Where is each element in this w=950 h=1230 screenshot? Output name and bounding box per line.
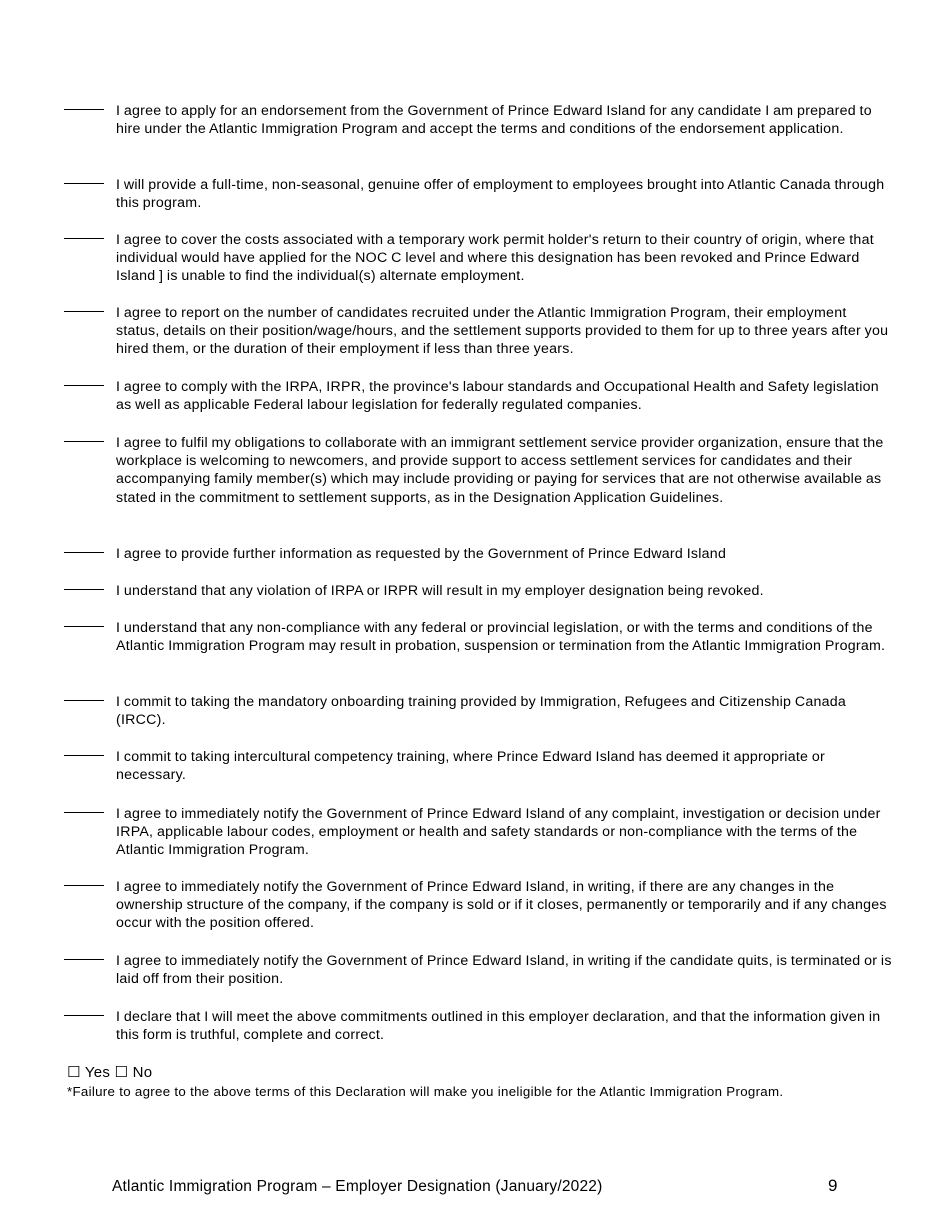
footer-title: Atlantic Immigration Program – Employer Designation (January/2022) [112, 1178, 603, 1195]
initial-line[interactable] [64, 238, 104, 239]
initial-line[interactable] [64, 441, 104, 442]
initial-line[interactable] [64, 812, 104, 813]
initial-line[interactable] [64, 959, 104, 960]
initial-line[interactable] [64, 755, 104, 756]
initial-line[interactable] [64, 700, 104, 701]
initial-line[interactable] [64, 1015, 104, 1016]
page-number: 9 [828, 1176, 838, 1195]
initial-line[interactable] [64, 183, 104, 184]
initial-line[interactable] [64, 885, 104, 886]
declaration-text: I understand that any violation of IRPA or IRPR will result in my employer designation being revoked. [116, 583, 764, 599]
initial-line[interactable] [64, 109, 104, 110]
yes-checkbox[interactable]: ☐ Yes [67, 1064, 111, 1081]
declaration-text: I agree to provide further information as requested by the Government of Prince Edward Island [116, 546, 727, 562]
declaration-text: I agree to immediately notify the Government of Prince Edward Island of any complaint, investigation or decision under IRPA, applicable labour codes, employment or health and safety standards or non-compliance with the terms of the Atlantic Immigration Program. [116, 806, 881, 859]
declaration-text: I agree to immediately notify the Government of Prince Edward Island, in writing if the candidate quits, is terminated or is laid off from their position. [116, 953, 892, 988]
declaration-text: I will provide a full-time, non-seasonal, genuine offer of employment to employees brought into Atlantic Canada through this program. [116, 177, 885, 212]
declaration-text: I agree to comply with the IRPA, IRPR, the province's labour standards and Occupational Health and Safety legislation as well as applicable Federal labour legislation for federally regulated companies. [116, 379, 879, 414]
declaration-text: I agree to report on the number of candidates recruited under the Atlantic Immigration Program, their employment status, details on their position/wage/hours, and the settlement supports provided to them for up to three years after you hired them, or the duration of their employment if less than three years. [116, 305, 889, 358]
declaration-text: I declare that I will meet the above commitments outlined in this employer declaration, and that the information given in this form is truthful, complete and correct. [116, 1009, 881, 1044]
initial-line[interactable] [64, 311, 104, 312]
declaration-text: I agree to immediately notify the Government of Prince Edward Island, in writing, if there are any changes in the ownership structure of the company, if the company is sold or if it closes, permanently or temporarily and if any changes occur with the position offered. [116, 879, 887, 932]
initial-line[interactable] [64, 589, 104, 590]
declaration-text: I agree to cover the costs associated with a temporary work permit holder's return to their country of origin, where that individual would have applied for the NOC C level and where this designation has been revoked and Prince Edward Island ] is unable to find the individual(s) alternate employment. [116, 232, 874, 285]
declaration-text: I understand that any non-compliance with any federal or provincial legislation, or with the terms and conditions of the Atlantic Immigration Program may result in probation, suspension or termination from the Atlantic Immigration Program. [116, 620, 886, 655]
declaration-text: I commit to taking intercultural competency training, where Prince Edward Island has deemed it appropriate or necessary. [116, 749, 825, 784]
yes-no-choice [67, 1064, 152, 1082]
no-checkbox[interactable]: ☐ No [114, 1064, 153, 1081]
initial-line[interactable] [64, 626, 104, 627]
failure-note: *Failure to agree to the above terms of this Declaration will make you ineligible for the Atlantic Immigration Program. [67, 1084, 784, 1099]
declaration-text: I agree to apply for an endorsement from the Government of Prince Edward Island for any candidate I am prepared to hire under the Atlantic Immigration Program and accept the terms and conditions of the endorsement application. [116, 103, 872, 138]
initial-line[interactable] [64, 552, 104, 553]
declaration-text: I agree to fulfil my obligations to collaborate with an immigrant settlement service provider organization, ensure that the workplace is welcoming to newcomers, and provide support to access settlement services for candidates and their accompanying family member(s) which may include providing or paying for services that are not otherwise available as stated in the commitment to settlement supports, as in the Designation Application Guidelines. [116, 435, 884, 506]
initial-line[interactable] [64, 385, 104, 386]
declaration-text: I commit to taking the mandatory onboarding training provided by Immigration, Refugees and Citizenship Canada (IRCC). [116, 694, 847, 729]
